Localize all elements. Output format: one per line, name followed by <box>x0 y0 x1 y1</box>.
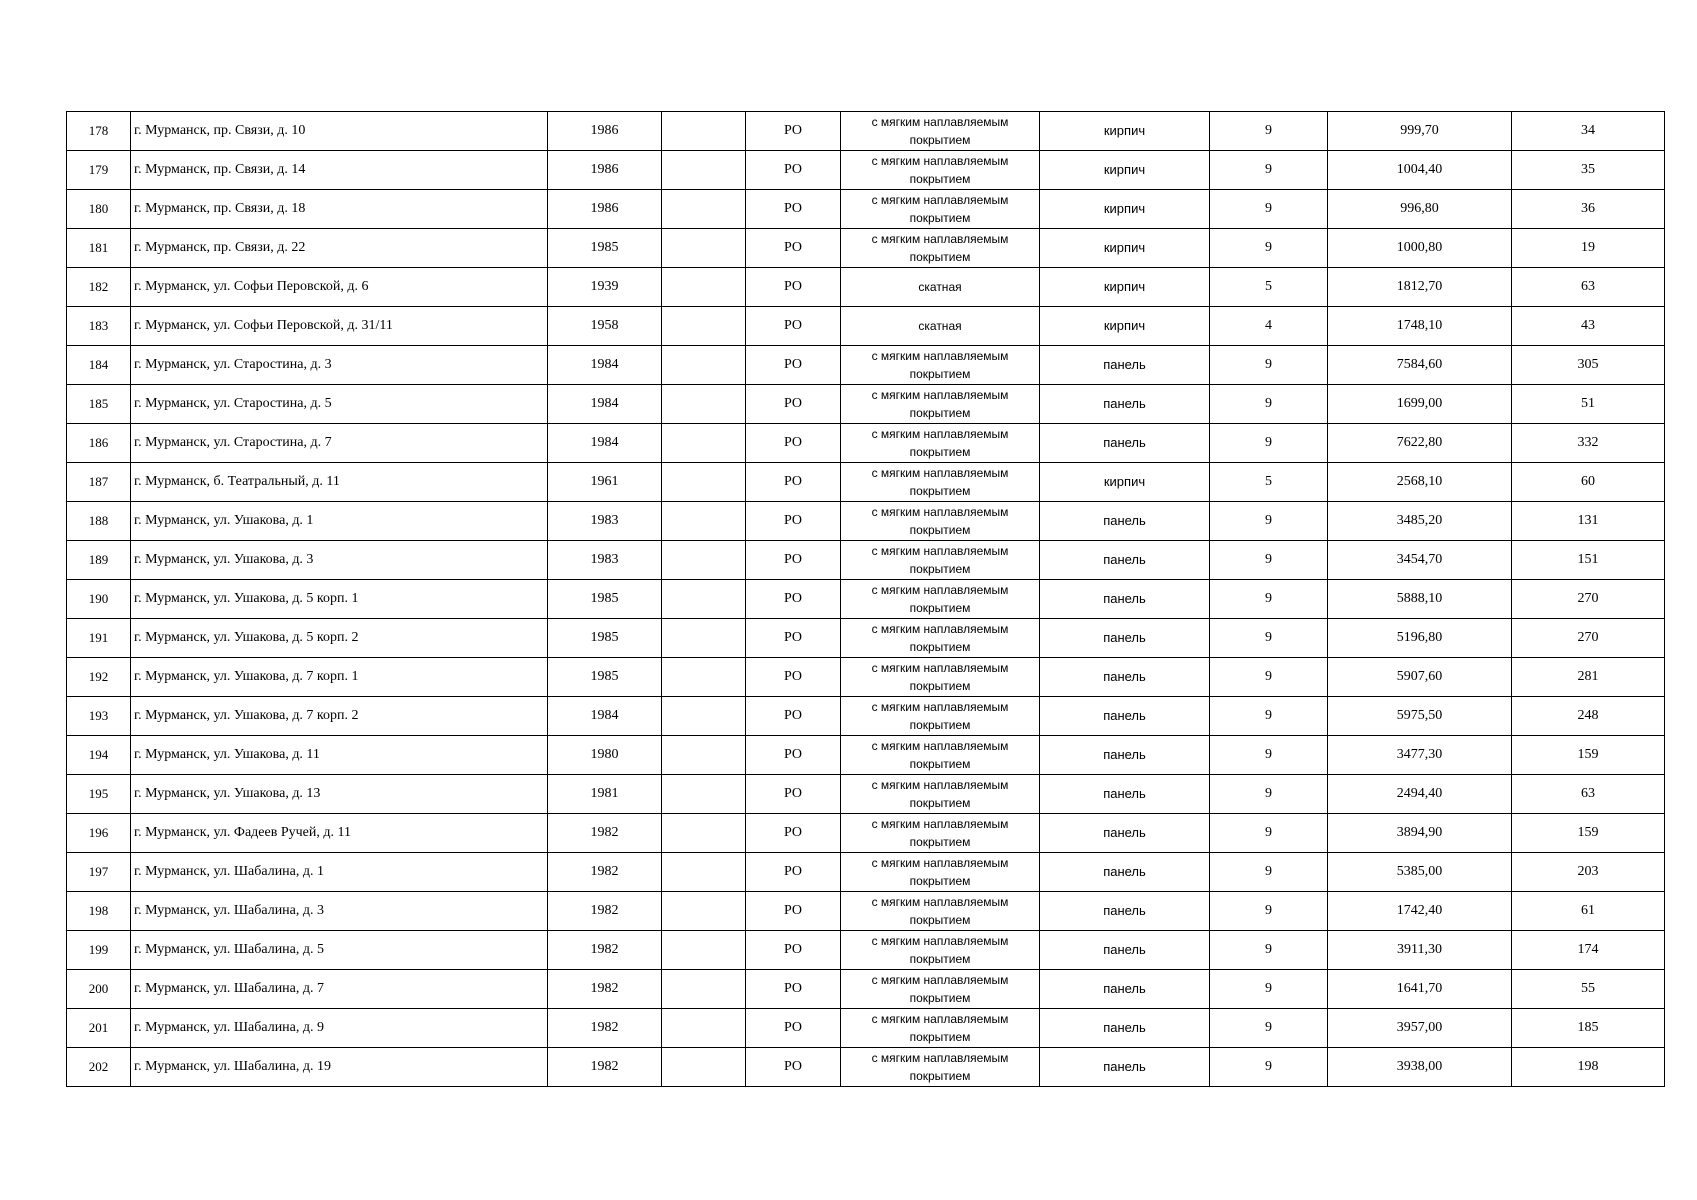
cell-row-number: 181 <box>67 229 131 268</box>
table-row <box>67 853 1665 892</box>
cell-blank <box>662 229 746 268</box>
table-row <box>67 1048 1665 1087</box>
cell-year: 1961 <box>548 463 662 502</box>
housing-table <box>66 111 1665 1087</box>
table-row <box>67 502 1665 541</box>
cell-count: 305 <box>1512 346 1665 385</box>
cell-address: г. Мурманск, ул. Ушакова, д. 13 <box>131 775 548 814</box>
cell-wall-material: панель <box>1040 931 1210 970</box>
table-row <box>67 190 1665 229</box>
cell-type: РО <box>746 736 841 775</box>
cell-wall-material: панель <box>1040 619 1210 658</box>
cell-count: 332 <box>1512 424 1665 463</box>
cell-area: 999,70 <box>1328 112 1512 151</box>
cell-address: г. Мурманск, пр. Связи, д. 18 <box>131 190 548 229</box>
cell-address: г. Мурманск, ул. Шабалина, д. 7 <box>131 970 548 1009</box>
cell-count: 55 <box>1512 970 1665 1009</box>
cell-address: г. Мурманск, ул. Старостина, д. 3 <box>131 346 548 385</box>
cell-blank <box>662 970 746 1009</box>
cell-floors: 9 <box>1210 1009 1328 1048</box>
document-page <box>66 111 1664 1087</box>
cell-roof-type: скатная <box>841 307 1040 346</box>
table-body <box>67 112 1665 1087</box>
table-row <box>67 892 1665 931</box>
cell-area: 3911,30 <box>1328 931 1512 970</box>
cell-year: 1958 <box>548 307 662 346</box>
cell-year: 1985 <box>548 580 662 619</box>
cell-type: РО <box>746 814 841 853</box>
cell-floors: 9 <box>1210 190 1328 229</box>
cell-roof-type: с мягким наплавляемым покрытием <box>841 463 1040 502</box>
cell-floors: 9 <box>1210 853 1328 892</box>
cell-floors: 5 <box>1210 268 1328 307</box>
cell-area: 996,80 <box>1328 190 1512 229</box>
cell-count: 35 <box>1512 151 1665 190</box>
cell-row-number: 196 <box>67 814 131 853</box>
cell-year: 1982 <box>548 1009 662 1048</box>
cell-year: 1984 <box>548 697 662 736</box>
cell-type: РО <box>746 502 841 541</box>
cell-year: 1982 <box>548 853 662 892</box>
cell-wall-material: кирпич <box>1040 151 1210 190</box>
cell-type: РО <box>746 424 841 463</box>
cell-row-number: 184 <box>67 346 131 385</box>
cell-area: 7622,80 <box>1328 424 1512 463</box>
cell-floors: 9 <box>1210 931 1328 970</box>
cell-row-number: 190 <box>67 580 131 619</box>
table-row <box>67 463 1665 502</box>
cell-row-number: 186 <box>67 424 131 463</box>
cell-type: РО <box>746 580 841 619</box>
cell-year: 1982 <box>548 931 662 970</box>
cell-count: 63 <box>1512 775 1665 814</box>
cell-roof-type: с мягким наплавляемым покрытием <box>841 385 1040 424</box>
cell-year: 1982 <box>548 970 662 1009</box>
cell-blank <box>662 424 746 463</box>
cell-wall-material: панель <box>1040 814 1210 853</box>
cell-floors: 9 <box>1210 424 1328 463</box>
cell-area: 3894,90 <box>1328 814 1512 853</box>
table-row <box>67 151 1665 190</box>
cell-wall-material: панель <box>1040 424 1210 463</box>
cell-row-number: 179 <box>67 151 131 190</box>
cell-roof-type: с мягким наплавляемым покрытием <box>841 892 1040 931</box>
cell-blank <box>662 931 746 970</box>
cell-wall-material: кирпич <box>1040 112 1210 151</box>
cell-type: РО <box>746 658 841 697</box>
cell-area: 3454,70 <box>1328 541 1512 580</box>
cell-area: 2494,40 <box>1328 775 1512 814</box>
cell-type: РО <box>746 307 841 346</box>
cell-type: РО <box>746 112 841 151</box>
cell-row-number: 180 <box>67 190 131 229</box>
cell-year: 1982 <box>548 892 662 931</box>
cell-count: 63 <box>1512 268 1665 307</box>
cell-count: 185 <box>1512 1009 1665 1048</box>
cell-address: г. Мурманск, ул. Ушакова, д. 5 корп. 2 <box>131 619 548 658</box>
cell-address: г. Мурманск, ул. Шабалина, д. 3 <box>131 892 548 931</box>
cell-count: 151 <box>1512 541 1665 580</box>
cell-address: г. Мурманск, ул. Ушакова, д. 1 <box>131 502 548 541</box>
cell-address: г. Мурманск, ул. Ушакова, д. 3 <box>131 541 548 580</box>
cell-row-number: 191 <box>67 619 131 658</box>
cell-roof-type: с мягким наплавляемым покрытием <box>841 619 1040 658</box>
cell-roof-type: с мягким наплавляемым покрытием <box>841 112 1040 151</box>
cell-blank <box>662 502 746 541</box>
cell-year: 1986 <box>548 190 662 229</box>
cell-row-number: 197 <box>67 853 131 892</box>
cell-type: РО <box>746 931 841 970</box>
cell-address: г. Мурманск, пр. Связи, д. 22 <box>131 229 548 268</box>
cell-count: 270 <box>1512 619 1665 658</box>
table-row <box>67 931 1665 970</box>
cell-blank <box>662 268 746 307</box>
cell-wall-material: панель <box>1040 970 1210 1009</box>
cell-count: 159 <box>1512 736 1665 775</box>
cell-roof-type: с мягким наплавляемым покрытием <box>841 502 1040 541</box>
cell-year: 1984 <box>548 424 662 463</box>
cell-row-number: 193 <box>67 697 131 736</box>
cell-blank <box>662 736 746 775</box>
cell-wall-material: панель <box>1040 1009 1210 1048</box>
cell-blank <box>662 190 746 229</box>
cell-blank <box>662 775 746 814</box>
cell-area: 5888,10 <box>1328 580 1512 619</box>
cell-floors: 9 <box>1210 697 1328 736</box>
cell-type: РО <box>746 463 841 502</box>
cell-floors: 9 <box>1210 346 1328 385</box>
cell-roof-type: с мягким наплавляемым покрытием <box>841 775 1040 814</box>
cell-year: 1983 <box>548 541 662 580</box>
cell-year: 1984 <box>548 346 662 385</box>
cell-row-number: 189 <box>67 541 131 580</box>
cell-roof-type: с мягким наплавляемым покрытием <box>841 1048 1040 1087</box>
cell-roof-type: с мягким наплавляемым покрытием <box>841 1009 1040 1048</box>
cell-wall-material: панель <box>1040 385 1210 424</box>
cell-floors: 9 <box>1210 229 1328 268</box>
table-row <box>67 1009 1665 1048</box>
cell-type: РО <box>746 268 841 307</box>
cell-wall-material: панель <box>1040 892 1210 931</box>
cell-floors: 9 <box>1210 619 1328 658</box>
cell-roof-type: с мягким наплавляемым покрытием <box>841 736 1040 775</box>
cell-blank <box>662 151 746 190</box>
cell-row-number: 200 <box>67 970 131 1009</box>
cell-floors: 9 <box>1210 814 1328 853</box>
cell-type: РО <box>746 775 841 814</box>
cell-roof-type: с мягким наплавляемым покрытием <box>841 814 1040 853</box>
cell-row-number: 199 <box>67 931 131 970</box>
cell-blank <box>662 346 746 385</box>
cell-blank <box>662 853 746 892</box>
cell-area: 5975,50 <box>1328 697 1512 736</box>
cell-floors: 9 <box>1210 775 1328 814</box>
cell-wall-material: панель <box>1040 541 1210 580</box>
cell-type: РО <box>746 229 841 268</box>
cell-address: г. Мурманск, ул. Шабалина, д. 1 <box>131 853 548 892</box>
cell-area: 7584,60 <box>1328 346 1512 385</box>
cell-row-number: 195 <box>67 775 131 814</box>
cell-address: г. Мурманск, ул. Ушакова, д. 7 корп. 1 <box>131 658 548 697</box>
cell-area: 3485,20 <box>1328 502 1512 541</box>
cell-type: РО <box>746 853 841 892</box>
cell-roof-type: с мягким наплавляемым покрытием <box>841 229 1040 268</box>
cell-area: 1742,40 <box>1328 892 1512 931</box>
cell-count: 198 <box>1512 1048 1665 1087</box>
table-row <box>67 658 1665 697</box>
cell-year: 1982 <box>548 814 662 853</box>
cell-wall-material: панель <box>1040 853 1210 892</box>
cell-address: г. Мурманск, ул. Шабалина, д. 19 <box>131 1048 548 1087</box>
cell-area: 5196,80 <box>1328 619 1512 658</box>
cell-count: 270 <box>1512 580 1665 619</box>
cell-address: г. Мурманск, ул. Шабалина, д. 5 <box>131 931 548 970</box>
cell-row-number: 185 <box>67 385 131 424</box>
table-row <box>67 814 1665 853</box>
table-row <box>67 775 1665 814</box>
cell-row-number: 198 <box>67 892 131 931</box>
cell-row-number: 194 <box>67 736 131 775</box>
cell-wall-material: кирпич <box>1040 190 1210 229</box>
cell-address: г. Мурманск, ул. Софьи Перовской, д. 6 <box>131 268 548 307</box>
cell-roof-type: с мягким наплавляемым покрытием <box>841 970 1040 1009</box>
cell-area: 3477,30 <box>1328 736 1512 775</box>
cell-wall-material: панель <box>1040 697 1210 736</box>
cell-blank <box>662 697 746 736</box>
cell-count: 51 <box>1512 385 1665 424</box>
cell-count: 34 <box>1512 112 1665 151</box>
cell-row-number: 201 <box>67 1009 131 1048</box>
cell-blank <box>662 307 746 346</box>
cell-floors: 9 <box>1210 892 1328 931</box>
cell-type: РО <box>746 541 841 580</box>
cell-row-number: 188 <box>67 502 131 541</box>
cell-year: 1982 <box>548 1048 662 1087</box>
cell-roof-type: с мягким наплавляемым покрытием <box>841 151 1040 190</box>
cell-floors: 9 <box>1210 736 1328 775</box>
cell-roof-type: с мягким наплавляемым покрытием <box>841 190 1040 229</box>
cell-wall-material: панель <box>1040 346 1210 385</box>
cell-roof-type: с мягким наплавляемым покрытием <box>841 580 1040 619</box>
cell-row-number: 187 <box>67 463 131 502</box>
cell-address: г. Мурманск, пр. Связи, д. 14 <box>131 151 548 190</box>
cell-blank <box>662 112 746 151</box>
table-row <box>67 580 1665 619</box>
cell-roof-type: с мягким наплавляемым покрытием <box>841 697 1040 736</box>
cell-floors: 9 <box>1210 541 1328 580</box>
cell-count: 281 <box>1512 658 1665 697</box>
cell-wall-material: кирпич <box>1040 229 1210 268</box>
cell-blank <box>662 892 746 931</box>
cell-type: РО <box>746 346 841 385</box>
cell-count: 61 <box>1512 892 1665 931</box>
table-row <box>67 697 1665 736</box>
cell-address: г. Мурманск, б. Театральный, д. 11 <box>131 463 548 502</box>
cell-wall-material: панель <box>1040 775 1210 814</box>
cell-floors: 9 <box>1210 502 1328 541</box>
cell-address: г. Мурманск, пр. Связи, д. 10 <box>131 112 548 151</box>
cell-type: РО <box>746 385 841 424</box>
cell-year: 1981 <box>548 775 662 814</box>
cell-row-number: 202 <box>67 1048 131 1087</box>
cell-address: г. Мурманск, ул. Ушакова, д. 5 корп. 1 <box>131 580 548 619</box>
table-row <box>67 385 1665 424</box>
cell-year: 1985 <box>548 658 662 697</box>
cell-address: г. Мурманск, ул. Шабалина, д. 9 <box>131 1009 548 1048</box>
cell-wall-material: кирпич <box>1040 268 1210 307</box>
cell-roof-type: с мягким наплавляемым покрытием <box>841 931 1040 970</box>
cell-type: РО <box>746 1048 841 1087</box>
cell-floors: 9 <box>1210 1048 1328 1087</box>
cell-area: 1812,70 <box>1328 268 1512 307</box>
cell-count: 43 <box>1512 307 1665 346</box>
cell-floors: 9 <box>1210 580 1328 619</box>
cell-count: 159 <box>1512 814 1665 853</box>
cell-count: 174 <box>1512 931 1665 970</box>
cell-area: 1641,70 <box>1328 970 1512 1009</box>
cell-area: 3957,00 <box>1328 1009 1512 1048</box>
cell-type: РО <box>746 1009 841 1048</box>
cell-count: 203 <box>1512 853 1665 892</box>
cell-area: 5907,60 <box>1328 658 1512 697</box>
cell-type: РО <box>746 619 841 658</box>
cell-year: 1985 <box>548 229 662 268</box>
cell-area: 5385,00 <box>1328 853 1512 892</box>
cell-blank <box>662 658 746 697</box>
cell-row-number: 192 <box>67 658 131 697</box>
cell-blank <box>662 580 746 619</box>
cell-type: РО <box>746 151 841 190</box>
cell-area: 1699,00 <box>1328 385 1512 424</box>
cell-count: 36 <box>1512 190 1665 229</box>
cell-year: 1939 <box>548 268 662 307</box>
cell-wall-material: панель <box>1040 658 1210 697</box>
cell-area: 1748,10 <box>1328 307 1512 346</box>
cell-count: 131 <box>1512 502 1665 541</box>
cell-type: РО <box>746 970 841 1009</box>
cell-wall-material: панель <box>1040 1048 1210 1087</box>
cell-blank <box>662 814 746 853</box>
cell-row-number: 183 <box>67 307 131 346</box>
cell-floors: 9 <box>1210 658 1328 697</box>
cell-wall-material: кирпич <box>1040 463 1210 502</box>
table-row <box>67 619 1665 658</box>
cell-roof-type: с мягким наплавляемым покрытием <box>841 424 1040 463</box>
cell-blank <box>662 541 746 580</box>
cell-address: г. Мурманск, ул. Ушакова, д. 7 корп. 2 <box>131 697 548 736</box>
cell-blank <box>662 385 746 424</box>
table-row <box>67 970 1665 1009</box>
cell-address: г. Мурманск, ул. Софьи Перовской, д. 31/11 <box>131 307 548 346</box>
cell-row-number: 178 <box>67 112 131 151</box>
cell-year: 1986 <box>548 112 662 151</box>
cell-roof-type: с мягким наплавляемым покрытием <box>841 346 1040 385</box>
cell-area: 2568,10 <box>1328 463 1512 502</box>
cell-roof-type: с мягким наплавляемым покрытием <box>841 541 1040 580</box>
cell-year: 1980 <box>548 736 662 775</box>
cell-count: 248 <box>1512 697 1665 736</box>
table-row <box>67 268 1665 307</box>
cell-wall-material: панель <box>1040 736 1210 775</box>
cell-year: 1984 <box>548 385 662 424</box>
cell-count: 60 <box>1512 463 1665 502</box>
cell-area: 3938,00 <box>1328 1048 1512 1087</box>
cell-address: г. Мурманск, ул. Старостина, д. 5 <box>131 385 548 424</box>
cell-floors: 9 <box>1210 112 1328 151</box>
cell-type: РО <box>746 892 841 931</box>
cell-blank <box>662 463 746 502</box>
cell-floors: 4 <box>1210 307 1328 346</box>
cell-floors: 9 <box>1210 385 1328 424</box>
cell-area: 1000,80 <box>1328 229 1512 268</box>
cell-roof-type: с мягким наплавляемым покрытием <box>841 658 1040 697</box>
cell-floors: 9 <box>1210 151 1328 190</box>
cell-area: 1004,40 <box>1328 151 1512 190</box>
cell-wall-material: панель <box>1040 580 1210 619</box>
cell-roof-type: с мягким наплавляемым покрытием <box>841 853 1040 892</box>
cell-wall-material: панель <box>1040 502 1210 541</box>
table-row <box>67 307 1665 346</box>
cell-blank <box>662 1009 746 1048</box>
cell-type: РО <box>746 190 841 229</box>
cell-wall-material: кирпич <box>1040 307 1210 346</box>
cell-address: г. Мурманск, ул. Фадеев Ручей, д. 11 <box>131 814 548 853</box>
cell-address: г. Мурманск, ул. Старостина, д. 7 <box>131 424 548 463</box>
cell-address: г. Мурманск, ул. Ушакова, д. 11 <box>131 736 548 775</box>
cell-blank <box>662 1048 746 1087</box>
cell-type: РО <box>746 697 841 736</box>
table-row <box>67 346 1665 385</box>
cell-floors: 9 <box>1210 970 1328 1009</box>
cell-year: 1985 <box>548 619 662 658</box>
table-row <box>67 541 1665 580</box>
table-row <box>67 736 1665 775</box>
cell-count: 19 <box>1512 229 1665 268</box>
table-row <box>67 112 1665 151</box>
cell-year: 1983 <box>548 502 662 541</box>
table-row <box>67 229 1665 268</box>
cell-roof-type: скатная <box>841 268 1040 307</box>
cell-blank <box>662 619 746 658</box>
cell-floors: 5 <box>1210 463 1328 502</box>
table-row <box>67 424 1665 463</box>
cell-year: 1986 <box>548 151 662 190</box>
cell-row-number: 182 <box>67 268 131 307</box>
